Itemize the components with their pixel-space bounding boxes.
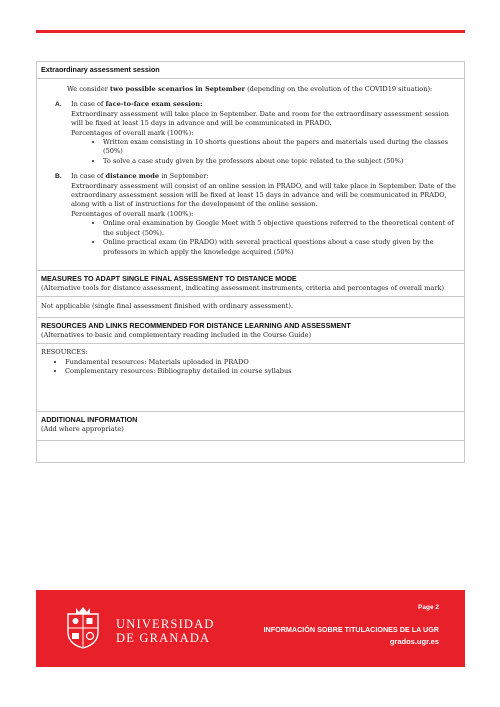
extraordinary-content bbox=[36, 78, 465, 270]
university-name-line2: DE GRANADA bbox=[116, 631, 211, 645]
university-name-line1: UNIVERSIDAD bbox=[116, 617, 215, 631]
scenario-a-percentages: Percentages of overall mark (100%): bbox=[71, 128, 194, 137]
resources-content bbox=[36, 343, 465, 411]
additional-content bbox=[36, 440, 465, 463]
resources-header bbox=[36, 317, 465, 343]
measures-title: MEASURES TO ADAPT SINGLE FINAL ASSESSMENT TO DISTANCE MODE bbox=[41, 273, 297, 283]
additional-header bbox=[36, 411, 465, 440]
top-accent-bar bbox=[36, 30, 465, 33]
list-item: • Online oral examination by Google Meet with 5 objective questions referred to the theoretical content of the subject (50%). bbox=[103, 219, 460, 238]
list-item: • Complementary resources: Bibliography detailed in course syllabus bbox=[65, 367, 460, 376]
additional-title: ADDITIONAL INFORMATION bbox=[41, 415, 138, 425]
measures-header bbox=[36, 270, 465, 296]
resources-label: RESOURCES: bbox=[41, 348, 88, 357]
page-number: Page 2 bbox=[418, 604, 439, 611]
scenario-b-title: distance mode bbox=[105, 172, 160, 181]
scenario-a bbox=[41, 100, 460, 166]
list-item: • To solve a case study given by the professors about one topic related to the subject (50%) bbox=[103, 157, 460, 166]
resources-subtitle: (Alternatives to basic and complementary reading included in the Course Guide) bbox=[41, 330, 312, 339]
scenario-a-title: face-to-face exam session: bbox=[105, 100, 203, 109]
scenario-a-lead: In case of bbox=[71, 100, 106, 109]
scenario-a-list bbox=[71, 138, 460, 166]
scenarios-intro bbox=[41, 85, 460, 94]
measures-subtitle: (Alternative tools for distance assessment, indicating assessment instruments, criteria and percentages of overall mark) bbox=[41, 283, 445, 292]
list-item: • Fundamental resources: Materials uploaded in PRADO bbox=[65, 358, 460, 367]
university-crest-icon bbox=[64, 606, 102, 650]
list-item: • Online practical exam (in PRADO) with several practical questions about a case study given by the professors in which apply the knowledge acquired (50%) bbox=[103, 238, 460, 257]
degrees-site-link[interactable]: grados.ugr.es bbox=[389, 637, 439, 646]
measures-content: Not applicable (single final assessment finished with ordinary assessment). bbox=[36, 296, 465, 316]
scenario-b-letter: B. bbox=[55, 173, 62, 181]
intro-text: We consider bbox=[67, 85, 111, 93]
intro-bold: two possible scenarios in September bbox=[110, 85, 246, 93]
additional-subtitle: (Add where appropriate) bbox=[41, 425, 124, 434]
scenario-b-lead-end: in September: bbox=[159, 172, 209, 181]
scenario-b bbox=[41, 172, 460, 257]
resources-list bbox=[41, 358, 460, 377]
scenario-a-letter: A. bbox=[55, 101, 62, 109]
resources-title: RESOURCES AND LINKS RECOMMENDED FOR DISTANCE LEARNING AND ASSESSMENT bbox=[41, 320, 351, 330]
intro-text-end: (depending on the evolution of the COVID19 situation): bbox=[245, 85, 433, 93]
extraordinary-header: Extraordinary assessment session bbox=[36, 61, 465, 78]
university-name bbox=[116, 617, 215, 645]
scenario-a-text: Extraordinary assessment will take place in September. Date and room for the extraordinary assessment session will be fixed at least 15 days in advance and will be communicated in PRADO. bbox=[71, 109, 449, 128]
footer-band bbox=[36, 590, 465, 667]
assessment-table bbox=[36, 61, 465, 463]
scenario-b-lead: In case of bbox=[71, 172, 106, 181]
degrees-info-label: INFORMACIÓN SOBRE TITULACIONES DE LA UGR bbox=[263, 625, 439, 634]
list-item: • Written exam consisting in 10 shorts questions about the papers and materials used during the classes (50%) bbox=[103, 138, 460, 157]
scenario-b-percentages: Percentages of overall mark (100%): bbox=[71, 209, 194, 218]
scenario-b-text: Extraordinary assessment will consist of an online session in PRADO, and will take place in September. Date of the extraordinary assessment session will be fixed at least 15 days in advance and will be communicated in PRADO, along with a list of instructions for the development of the online session. bbox=[71, 181, 456, 209]
scenario-b-list bbox=[71, 219, 460, 257]
